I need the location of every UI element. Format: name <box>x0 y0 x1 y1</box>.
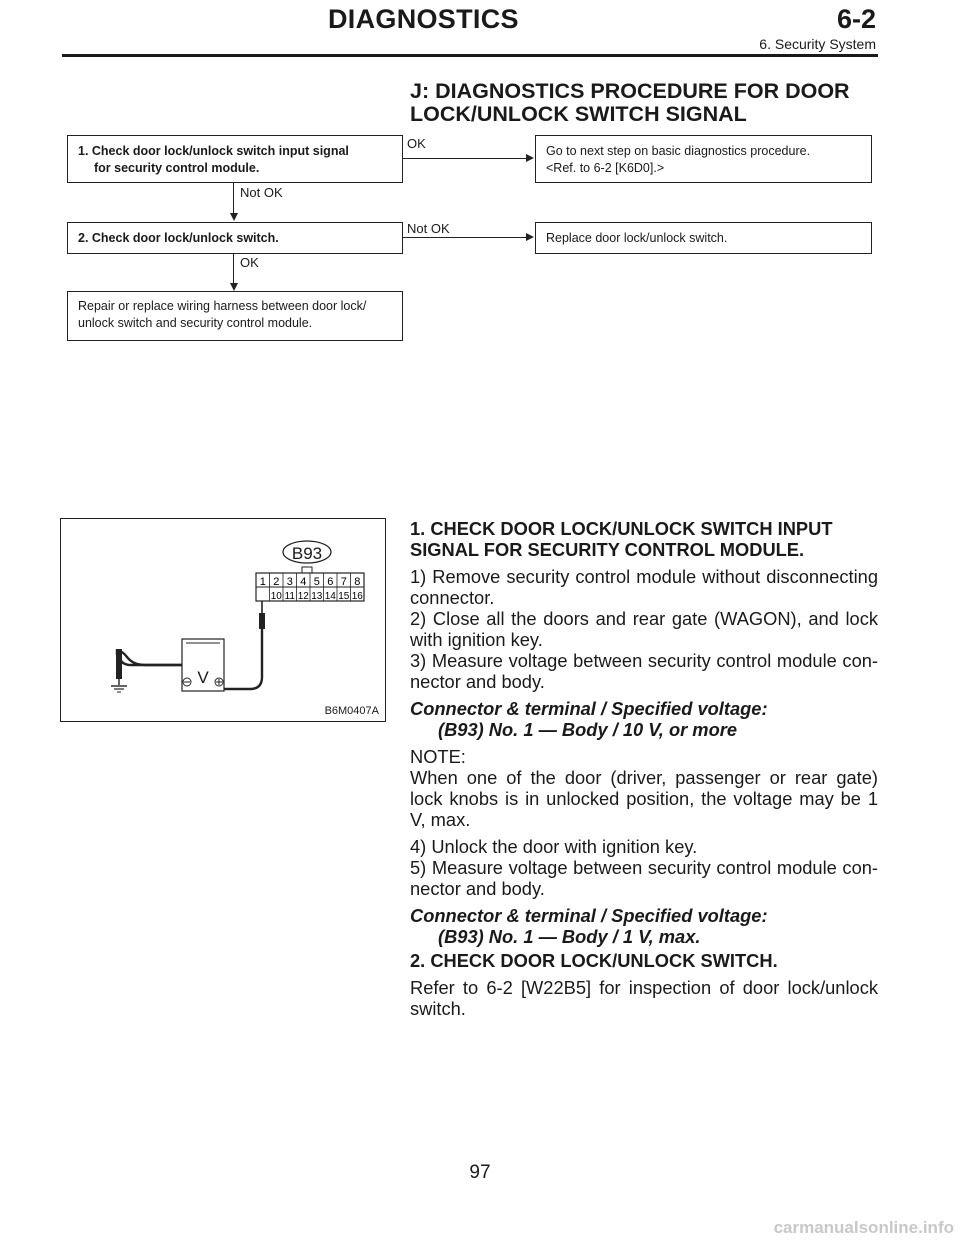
header-section-title: DIAGNOSTICS <box>328 4 519 34</box>
arrow-right-icon <box>526 233 534 241</box>
flow-connector-notok1 <box>233 183 234 215</box>
flow-step3-box <box>67 291 403 341</box>
flow-label-notok2: Not OK <box>407 221 450 236</box>
flow-result1-box <box>535 135 872 183</box>
step1-item1: 1) Remove security control module without disconnecting connector. <box>410 566 878 608</box>
voltmeter-label: V <box>197 668 209 687</box>
flow-label-ok1: OK <box>407 136 426 151</box>
flow-result1-line2: <Ref. to 6-2 [K6D0].> <box>546 161 665 175</box>
step2-heading: 2. CHECK DOOR LOCK/UNLOCK SWITCH. <box>410 950 778 971</box>
step1-section <box>410 518 878 947</box>
step1-note-text: When one of the door (driver, passenger or rear gate) lock knobs is in unlocked position, the voltage may be 1 V, max. <box>410 767 878 830</box>
step2-section <box>410 950 878 1019</box>
flow-label-ok2: OK <box>240 255 259 270</box>
connector-pin-bottom: 16 <box>351 591 363 602</box>
connector-pin-bottom: 14 <box>324 591 336 602</box>
flow-step1-line2: for security control module. <box>94 161 260 175</box>
page-title-line2: LOCK/UNLOCK SWITCH SIGNAL <box>410 102 747 126</box>
figure-code: B6M0407A <box>324 705 379 717</box>
flow-step1-box <box>67 135 403 183</box>
step1-item2: 2) Close all the doors and rear gate (WAGON), and lock with ignition key. <box>410 608 878 650</box>
arrow-down-icon <box>230 283 238 291</box>
flow-step2-box <box>67 222 403 254</box>
connector-diagram <box>61 519 385 721</box>
header-subsection: 6. Security System <box>759 36 876 52</box>
step1-spec2-title: Connector & terminal / Specified voltage: <box>410 905 768 926</box>
connector-pin-top: 4 <box>300 576 307 588</box>
arrow-right-icon <box>526 154 534 162</box>
connector-pin-bottom: 11 <box>284 591 295 602</box>
connector-pin-top: 6 <box>327 576 334 588</box>
connector-pin-bottom: 10 <box>270 591 282 602</box>
step1-item5: 5) Measure voltage between security control module con-nector and body. <box>410 857 878 899</box>
page-title-line1: J: DIAGNOSTICS PROCEDURE FOR DOOR <box>410 79 850 103</box>
arrow-down-icon <box>230 213 238 221</box>
flow-result2-box <box>535 222 872 254</box>
step2-text: Refer to 6-2 [W22B5] for inspection of door lock/unlock switch. <box>410 977 878 1019</box>
watermark: carmanualsonline.info <box>773 1218 954 1237</box>
step1-spec1-value: (B93) No. 1 — Body / 10 V, or more <box>438 719 738 740</box>
connector-pin-bottom: 12 <box>297 591 309 602</box>
flow-step3-line1: Repair or replace wiring harness between door lock/ <box>78 299 367 313</box>
flow-step2-text: 2. Check door lock/unlock switch. <box>78 231 279 245</box>
connector-pin-bottom: 15 <box>338 591 350 602</box>
step1-heading-line2: SIGNAL FOR SECURITY CONTROL MODULE. <box>410 539 805 560</box>
flow-result2-text: Replace door lock/unlock switch. <box>546 231 728 245</box>
flow-step3-line2: unlock switch and security control module. <box>78 316 313 330</box>
connector-pin-top: 1 <box>259 576 266 588</box>
step1-heading-line1: 1. CHECK DOOR LOCK/UNLOCK SWITCH INPUT <box>410 518 833 539</box>
connector-pin-top: 7 <box>340 576 347 588</box>
flow-connector-notok2 <box>403 237 526 238</box>
step1-item4: 4) Unlock the door with ignition key. <box>410 836 698 857</box>
connector-figure <box>60 518 386 722</box>
header-rule <box>62 54 878 57</box>
connector-pin-top: 3 <box>286 576 293 588</box>
flow-result1-line1: Go to next step on basic diagnostics procedure. <box>546 144 811 158</box>
flow-connector-ok1 <box>403 158 526 159</box>
connector-pin-top: 8 <box>354 576 361 588</box>
step1-spec1-title: Connector & terminal / Specified voltage: <box>410 698 768 719</box>
page-title <box>410 80 850 126</box>
step1-note-label: NOTE: <box>410 746 466 767</box>
header-section-code: 6-2 <box>836 4 876 34</box>
flow-connector-ok2 <box>233 254 234 285</box>
connector-pin-bottom: 13 <box>311 591 323 602</box>
flow-label-notok1: Not OK <box>240 185 283 200</box>
connector-label: B93 <box>291 544 323 563</box>
page-number: 97 <box>469 1162 491 1183</box>
connector-pin-top: 5 <box>313 576 320 588</box>
step1-spec2-value: (B93) No. 1 — Body / 1 V, max. <box>438 926 701 947</box>
step1-item3: 3) Measure voltage between security control module con-nector and body. <box>410 650 878 692</box>
flow-step1-line1: 1. Check door lock/unlock switch input signal <box>78 144 349 158</box>
connector-pin-top: 2 <box>273 576 280 588</box>
